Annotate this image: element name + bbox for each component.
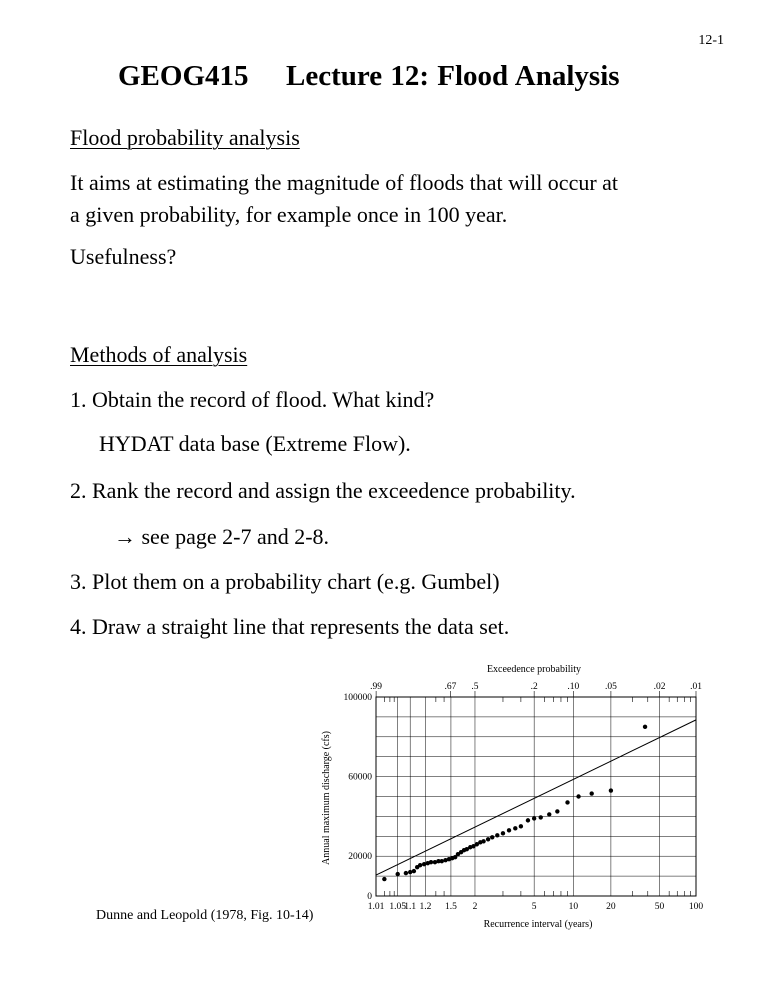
x-tick-label: 100: [688, 902, 704, 912]
fit-line: [376, 720, 696, 875]
data-point: [565, 800, 569, 804]
probability-tick-label: .10: [567, 682, 580, 692]
probability-tick-label: .01: [690, 682, 702, 692]
course-code: GEOG415: [118, 60, 249, 92]
x-tick-label: 5: [531, 902, 537, 912]
x-tick-label: 1.2: [419, 902, 432, 912]
probability-tick-label: .99: [370, 682, 383, 692]
x-tick-label: 20: [606, 902, 616, 912]
lecture-title: Lecture 12: Flood Analysis: [286, 60, 620, 92]
data-point: [412, 869, 416, 873]
probability-tick-label: .5: [471, 682, 479, 692]
y-tick-label: 0: [367, 892, 372, 902]
data-point: [507, 828, 511, 832]
y-axis-label: Annual maximum discharge (cfs): [321, 731, 332, 865]
data-point: [404, 871, 408, 875]
data-point: [589, 791, 593, 795]
y-tick-label: 60000: [348, 772, 372, 783]
data-point: [495, 833, 499, 837]
data-point: [396, 872, 400, 876]
data-point: [418, 863, 422, 867]
aim-line-1: It aims at estimating the magnitude of floods that will occur at: [70, 170, 619, 195]
data-point: [526, 818, 530, 822]
data-point: [481, 839, 485, 843]
data-point: [408, 870, 412, 874]
step-2-detail: → see page 2-7 and 2-8.: [114, 524, 330, 549]
step-2: 2. Rank the record and assign the exceedence probability.: [70, 478, 576, 503]
data-point: [486, 837, 490, 841]
y-tick-label: 20000: [348, 852, 372, 863]
x-tick-label: 1.1: [404, 902, 417, 912]
x-tick-label: 10: [568, 902, 579, 912]
usefulness-question: Usefulness?: [70, 244, 177, 269]
data-point: [555, 809, 559, 813]
data-point: [490, 835, 494, 839]
step-4: 4. Draw a straight line that represents the data set.: [70, 614, 510, 639]
chart-title: Exceedence probability: [486, 664, 582, 675]
data-point: [382, 877, 386, 881]
x-axis-label: Recurrence interval (years): [483, 919, 593, 930]
probability-tick-label: .05: [604, 682, 617, 692]
data-point: [609, 788, 613, 792]
data-point: [539, 815, 543, 819]
step-1: 1. Obtain the record of flood. What kind?: [70, 387, 435, 412]
data-point: [501, 831, 505, 835]
data-point: [532, 816, 536, 820]
x-tick-label: 1.01: [367, 902, 385, 912]
figure-caption: Dunne and Leopold (1978, Fig. 10-14): [96, 908, 314, 923]
probability-tick-label: .67: [444, 682, 457, 692]
data-point: [440, 859, 444, 863]
step-3: 3. Plot them on a probability chart (e.g. Gumbel): [70, 569, 500, 594]
page-number: 12-1: [698, 33, 724, 48]
y-tick-label: 100000: [343, 693, 372, 703]
data-point: [513, 826, 517, 830]
data-point: [429, 860, 433, 864]
x-tick-label: 2: [472, 902, 478, 912]
methods-heading: Methods of analysis: [70, 342, 248, 367]
data-point: [643, 725, 647, 729]
x-tick-label: 50: [654, 902, 665, 912]
x-tick-label: 1.05: [389, 902, 407, 912]
flood-probability-heading: Flood probability analysis: [70, 125, 300, 150]
x-tick-label: 1.5: [444, 902, 457, 912]
data-point: [547, 812, 551, 816]
probability-tick-label: .2: [530, 682, 538, 692]
probability-tick-label: .02: [653, 682, 666, 692]
data-point: [519, 824, 523, 828]
data-point: [576, 794, 580, 798]
aim-line-2: a given probability, for example once in 100 year.: [70, 202, 508, 227]
step-1-detail: HYDAT data base (Extreme Flow).: [99, 431, 411, 456]
